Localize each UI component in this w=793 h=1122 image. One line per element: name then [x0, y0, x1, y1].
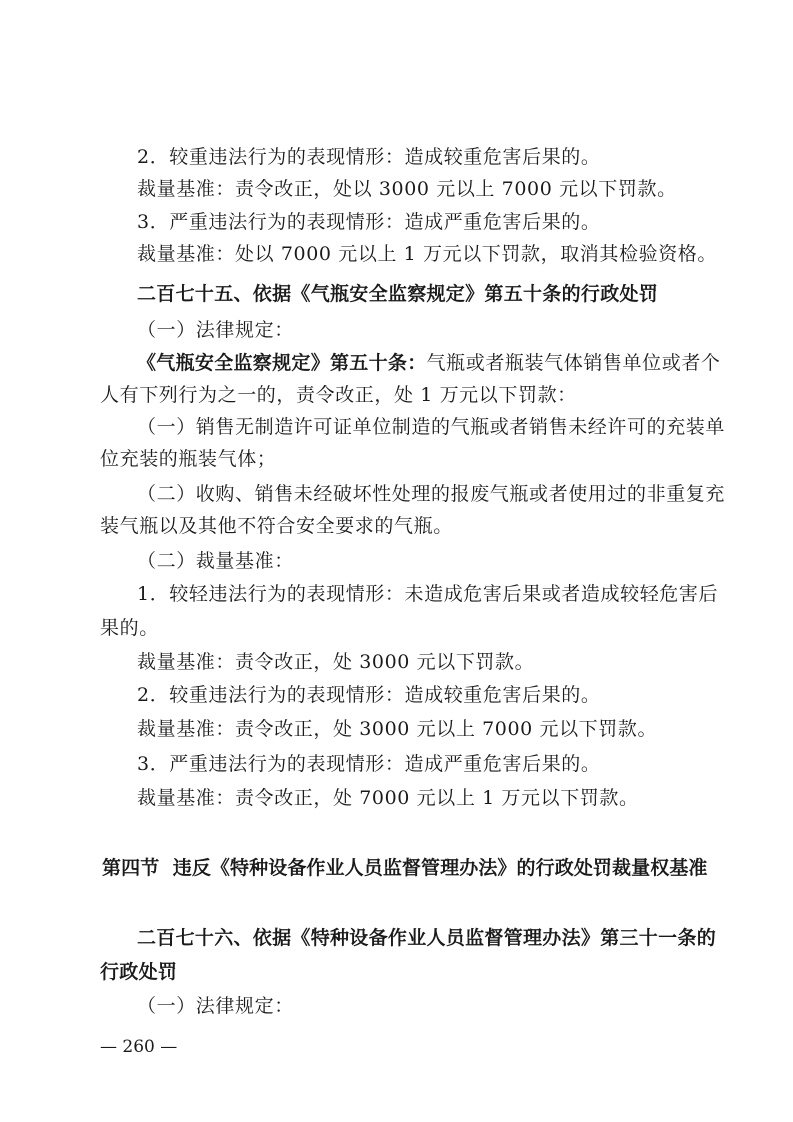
paragraph-penalty-standard: 裁量基准：责令改正，处 3000 元以上 7000 元以下罚款。 [137, 718, 658, 740]
paragraph-serious-level-2: 2．较重违法行为的表现情形：造成较重危害后果的。 [137, 684, 601, 706]
paragraph-item-2: （二）收购、销售未经破坏性处理的报废气瓶或者使用过的非重复充 [137, 483, 726, 505]
subheading-penalty-standard: （二）裁量基准： [137, 550, 294, 572]
paragraph-minor-level-1: 1．较轻违法行为的表现情形：未造成危害后果或者造成较轻危害后 [137, 583, 719, 605]
paragraph-serious-level-2: 2．较重违法行为的表现情形：造成较重危害后果的。 [137, 146, 601, 168]
paragraph-penalty-standard: 裁量基准：责令改正，处 7000 元以上 1 万元以下罚款。 [137, 787, 639, 809]
page-footer [100, 1036, 177, 1058]
paragraph-continuation: 位充装的瓶装气体； [100, 448, 277, 470]
regulation-text: 气瓶或者瓶装气体销售单位或者个 [426, 352, 721, 374]
article-heading-continuation: 行政处罚 [100, 961, 178, 983]
page-number: 260 [122, 1037, 155, 1057]
footer-dash-left: — [100, 1037, 117, 1057]
subheading-legal-provision: （一）法律规定： [137, 995, 294, 1017]
paragraph-penalty-standard: 裁量基准：责令改正，处以 3000 元以上 7000 元以下罚款。 [137, 178, 677, 200]
paragraph-serious-level-3: 3．严重违法行为的表现情形：造成严重危害后果的。 [137, 753, 601, 775]
paragraph-penalty-standard: 裁量基准：责令改正，处 3000 元以下罚款。 [137, 651, 535, 673]
paragraph-serious-level-3: 3．严重违法行为的表现情形：造成严重危害后果的。 [137, 211, 601, 233]
paragraph-continuation: 装气瓶以及其他不符合安全要求的气瓶。 [100, 515, 453, 537]
article-heading-276: 二百七十六、依据《特种设备作业人员监督管理办法》第三十一条的 [137, 927, 717, 949]
paragraph-penalty-standard: 裁量基准：处以 7000 元以上 1 万元以下罚款，取消其检验资格。 [137, 243, 718, 265]
section-heading-4: 第四节 违反《特种设备作业人员监督管理办法》的行政处罚裁量权基准 [102, 857, 708, 879]
subheading-legal-provision: （一）法律规定： [137, 319, 294, 341]
paragraph-continuation: 果的。 [100, 617, 159, 639]
paragraph-item-1: （一）销售无制造许可证单位制造的气瓶或者销售未经许可的充装单 [137, 416, 726, 438]
footer-dash-right: — [160, 1037, 178, 1057]
paragraph-regulation-article-50 [137, 351, 721, 375]
article-heading-275: 二百七十五、依据《气瓶安全监察规定》第五十条的行政处罚 [137, 283, 659, 305]
regulation-citation: 《气瓶安全监察规定》第五十条： [137, 352, 427, 374]
paragraph-continuation: 人有下列行为之一的，责令改正，处 1 万元以下罚款： [100, 384, 577, 406]
